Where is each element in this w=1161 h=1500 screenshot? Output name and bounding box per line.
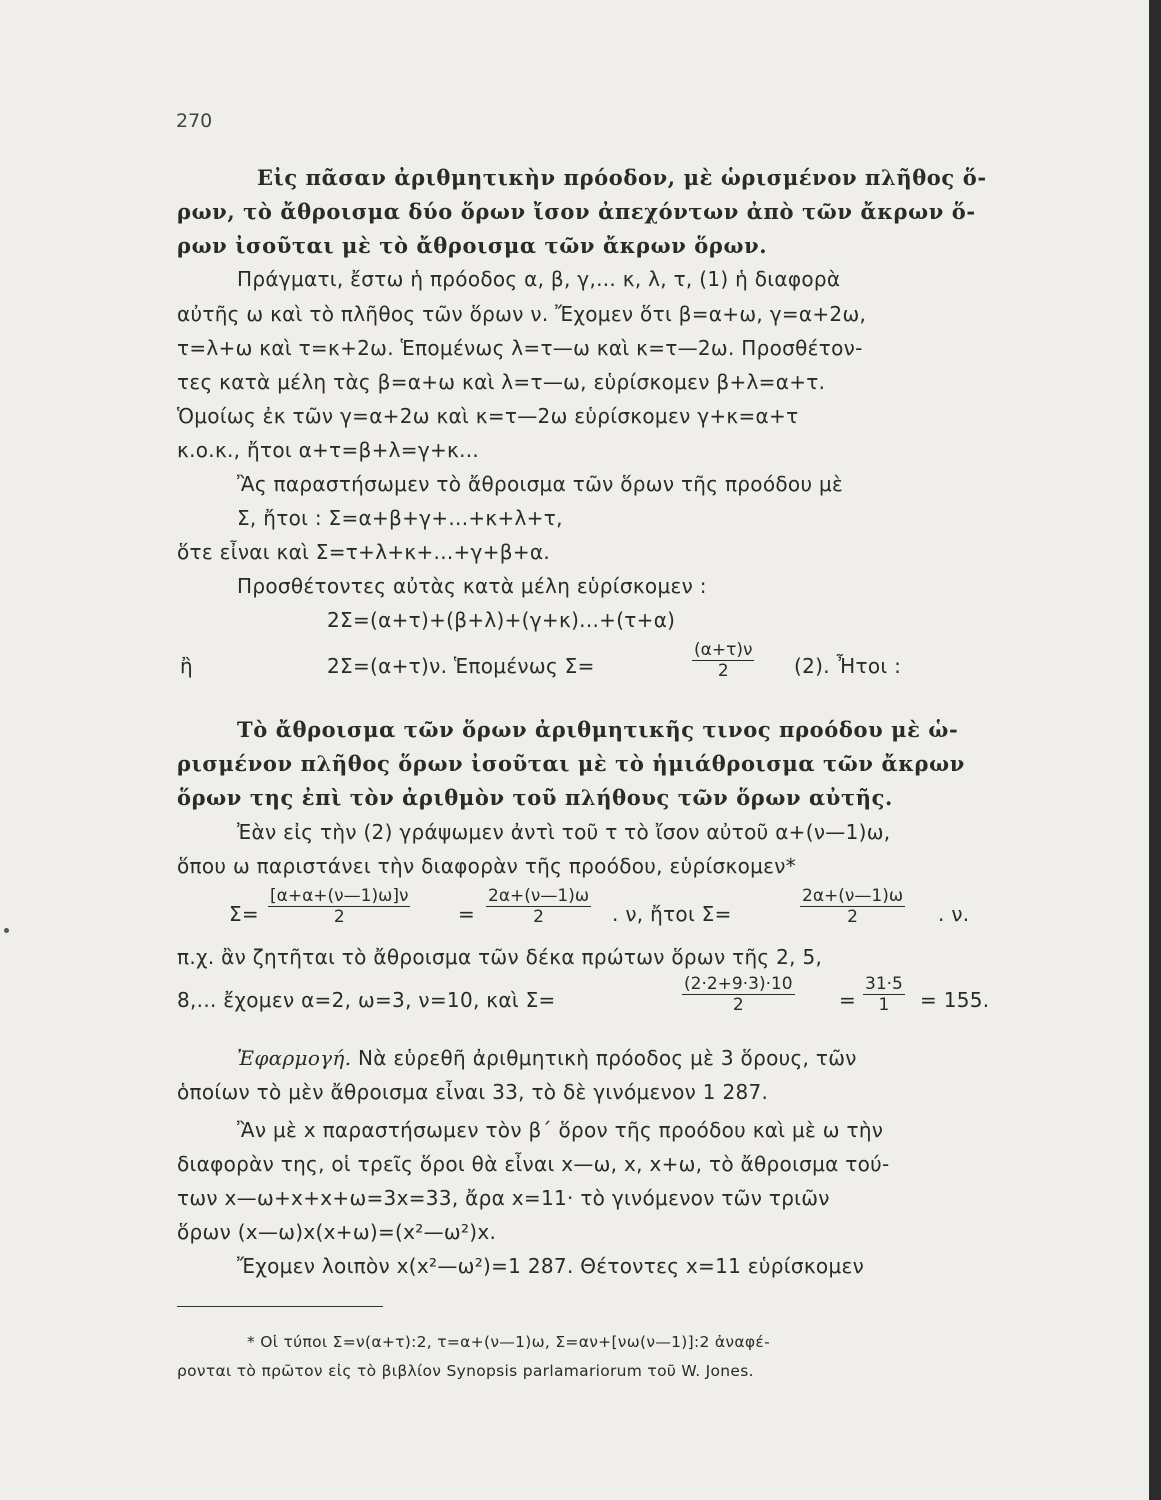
footnote-line: ρονται τὸ πρῶτον εἰς τὸ βιβλίον Synopsis parlamariorum τοῦ W. Jones. <box>177 1362 754 1380</box>
solution-line: Ἂν μὲ x παραστήσωμεν τὸν β΄ ὅρον τῆς προόδου καὶ μὲ ω τὴν <box>237 1118 884 1142</box>
formula-denominator-1: 2 <box>333 907 345 927</box>
theorem1-line: Εἰς πᾶσαν ἀριθμητικὴν πρόοδον, μὲ ὡρισμένον πλῆθος ὅ- <box>257 165 987 190</box>
application-line: ὁποίων τὸ μὲν ἄθροισμα εἶναι 33, τὸ δὲ γινόμενον 1 287. <box>177 1080 769 1104</box>
proof-line: Πράγματι, ἔστω ἡ πρόοδος α, β, γ,... κ, λ, τ, (1) ἡ διαφορὰ <box>237 267 841 291</box>
page-edge-shadow <box>1149 0 1161 1500</box>
example-numerator-2: 31·5 <box>865 974 903 994</box>
proof-line: Προσθέτοντες αὐτὰς κατὰ μέλη εὑρίσκομεν : <box>237 574 707 598</box>
formula-fraction-2 <box>486 886 591 927</box>
eq2-numerator: (α+τ)ν <box>694 640 753 660</box>
theorem2-line: ὅρων της ἐπὶ τὸν ἀριθμὸν τοῦ πλήθους τῶν ὅρων αὐτῆς. <box>177 785 893 810</box>
paragraph-line: ὅπου ω παριστάνει τὴν διαφορὰν τῆς προόδου, εὑρίσκομεν* <box>177 854 797 878</box>
formula-fraction-1 <box>268 886 410 927</box>
footnote-rule <box>177 1306 383 1307</box>
example-fraction-1 <box>682 974 795 1015</box>
formula-middle: . ν, ἤτοι Σ= <box>612 902 732 926</box>
formula-equals: = <box>458 902 476 926</box>
eq2-right: (2). Ἦτοι : <box>794 654 902 678</box>
proof-line: Ἂς παραστήσωμεν τὸ ἄθροισμα τῶν ὅρων τῆς προόδου μὲ <box>237 472 844 496</box>
footnote-line: * Οἱ τύποι Σ=ν(α+τ):2, τ=α+(ν—1)ω, Σ=αν+[νω(ν—1)]:2 ἀναφέ- <box>247 1333 771 1351</box>
solution-line: των x—ω+x+x+ω=3x=33, ἄρα x=11· τὸ γινόμενον τῶν τριῶν <box>177 1186 830 1210</box>
formula-numerator-3: 2α+(ν—1)ω <box>802 886 904 906</box>
eq2-denominator: 2 <box>717 661 729 681</box>
application-label: Ἐφαρμογή. <box>237 1046 352 1070</box>
formula-numerator-1: [α+α+(ν—1)ω]ν <box>270 886 409 906</box>
proof-line: αὐτῆς ω καὶ τὸ πλῆθος τῶν ὅρων ν. Ἔχομεν ὅτι β=α+ω, γ=α+2ω, <box>177 302 867 326</box>
application-text: Νὰ εὑρεθῆ ἀριθμητικὴ πρόοδος μὲ 3 ὅρους, τῶν <box>351 1046 857 1070</box>
theorem1-line: ρων, τὸ ἄθροισμα δύο ὅρων ἴσον ἀπεχόντων ἀπὸ τῶν ἄκρων ὅ- <box>177 199 976 224</box>
eq2-left: 2Σ=(α+τ)ν. Ἑπομένως Σ= <box>327 654 595 678</box>
example-equals: = <box>839 988 857 1012</box>
formula-numerator-2: 2α+(ν—1)ω <box>488 886 590 906</box>
equation-sum-pairs: 2Σ=(α+τ)+(β+λ)+(γ+κ)...+(τ+α) <box>327 608 676 632</box>
proof-line: Ὁμοίως ἐκ τῶν γ=α+2ω καὶ κ=τ—2ω εὑρίσκομεν γ+κ=α+τ <box>177 404 799 428</box>
paragraph-line: Ἐὰν εἰς τὴν (2) γράψωμεν ἀντὶ τοῦ τ τὸ ἴσον αὐτοῦ α+(ν—1)ω, <box>237 820 891 844</box>
page-number: 270 <box>176 110 213 132</box>
eq2-prefix: ἢ <box>180 654 193 678</box>
example-line: 8,... ἔχομεν α=2, ω=3, ν=10, καὶ Σ= <box>177 988 556 1012</box>
proof-line: κ.ο.κ., ἤτοι α+τ=β+λ=γ+κ... <box>177 438 480 462</box>
proof-line: Σ, ἤτοι : Σ=α+β+γ+...+κ+λ+τ, <box>237 506 563 530</box>
example-result: = 155. <box>920 988 990 1012</box>
solution-line: διαφορὰν της, οἱ τρεῖς ὅροι θὰ εἶναι x—ω, x, x+ω, τὸ ἄθροισμα τού- <box>177 1152 890 1176</box>
formula-denominator-2: 2 <box>533 907 544 927</box>
formula-fraction-3 <box>800 886 905 927</box>
proof-line: ὅτε εἶναι καὶ Σ=τ+λ+κ+...+γ+β+α. <box>177 540 551 564</box>
application-line <box>237 1046 857 1070</box>
eq2-fraction <box>692 640 754 681</box>
solution-line: Ἔχομεν λοιπὸν x(x²—ω²)=1 287. Θέτοντες x=11 εὑρίσκομεν <box>237 1254 865 1278</box>
scan-speck <box>4 928 9 933</box>
formula-end: . ν. <box>938 902 970 926</box>
solution-line: ὅρων (x—ω)x(x+ω)=(x²—ω²)x. <box>177 1220 497 1244</box>
proof-line: τ=λ+ω καὶ τ=κ+2ω. Ἑπομένως λ=τ—ω καὶ κ=τ—2ω. Προσθέτον- <box>177 336 863 360</box>
theorem1-line: ρων ἰσοῦται μὲ τὸ ἄθροισμα τῶν ἄκρων ὅρων. <box>177 233 768 258</box>
example-denominator-1: 2 <box>732 995 744 1015</box>
theorem2-line: Τὸ ἄθροισμα τῶν ὅρων ἀριθμητικῆς τινος προόδου μὲ ὡ- <box>237 717 959 742</box>
example-fraction-2 <box>863 974 905 1015</box>
theorem2-line: ρισμένον πλῆθος ὅρων ἰσοῦται μὲ τὸ ἡμιάθροισμα τῶν ἄκρων <box>177 751 965 776</box>
example-line: π.χ. ἂν ζητῆται τὸ ἄθροισμα τῶν δέκα πρώτων ὅρων τῆς 2, 5, <box>177 945 823 969</box>
proof-line: τες κατὰ μέλη τὰς β=α+ω καὶ λ=τ—ω, εὑρίσκομεν β+λ=α+τ. <box>177 370 826 394</box>
formula-sigma: Σ= <box>229 902 259 926</box>
example-denominator-2: 1 <box>878 995 890 1015</box>
formula-denominator-3: 2 <box>847 907 858 927</box>
example-numerator-1: (2·2+9·3)·10 <box>684 974 793 994</box>
